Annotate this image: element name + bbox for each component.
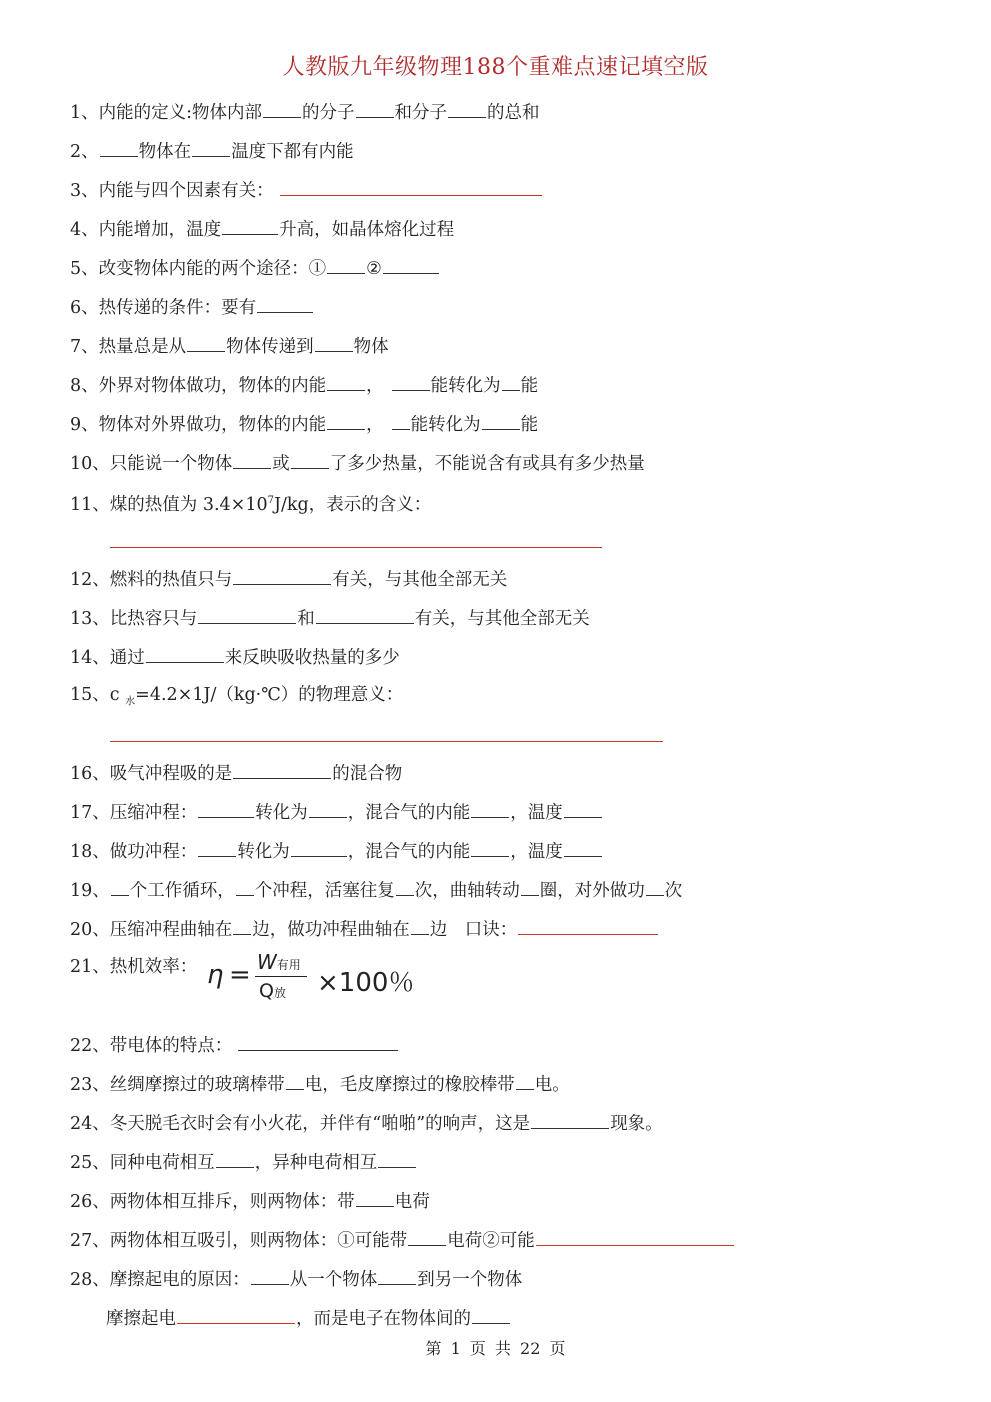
item-text: 或 xyxy=(272,454,290,474)
item-number: 7、 xyxy=(70,337,99,357)
item-text: 边，做功冲程曲轴在 xyxy=(252,920,410,940)
fill-blank[interactable] xyxy=(356,1188,394,1207)
item-text: 两物体相互排斥，则两物体：带 xyxy=(109,1192,355,1212)
item-text: 压缩冲程曲轴在 xyxy=(109,920,233,940)
fill-blank[interactable] xyxy=(257,294,313,313)
item-text: 内能的定义:物体内部 xyxy=(98,103,263,123)
item-28 xyxy=(70,1266,522,1292)
item-text: 电，毛皮摩擦过的橡胶棒带 xyxy=(304,1075,515,1095)
item-13 xyxy=(70,605,590,631)
exponent: 7 xyxy=(267,495,274,506)
item-number: 6、 xyxy=(70,298,99,318)
item-number: 14、 xyxy=(70,648,110,668)
page-footer: 第 1 页 共 22 页 xyxy=(425,1339,566,1358)
item-number: 22、 xyxy=(70,1036,110,1056)
item-number: 11、 xyxy=(70,494,110,515)
item-number: 17、 xyxy=(70,803,110,823)
item-text: 吸气冲程吸的是 xyxy=(109,764,233,784)
item-number: 3、 xyxy=(70,181,99,201)
fraction-bar xyxy=(255,976,307,977)
fill-blank[interactable] xyxy=(233,566,331,585)
item-text: 摩擦起电 xyxy=(106,1309,176,1329)
item-number: 1、 xyxy=(70,103,99,123)
item-2 xyxy=(70,138,354,164)
fill-blank[interactable] xyxy=(187,333,225,352)
item-text: ， xyxy=(366,376,384,396)
item-text: 能转化为 xyxy=(410,415,481,435)
item-text: 热机效率： xyxy=(109,957,198,977)
item-text: 做功冲程： xyxy=(109,842,198,862)
item-text: 物体传递到 xyxy=(226,337,314,357)
item-text: 能 xyxy=(520,376,539,396)
item-text: ，而是电子在物体间的 xyxy=(296,1309,471,1329)
item-number: 20、 xyxy=(70,920,110,940)
fill-blank[interactable] xyxy=(233,760,331,779)
item-text: 和分子 xyxy=(394,103,448,123)
fill-blank[interactable] xyxy=(198,605,296,624)
item-number: 25、 xyxy=(70,1153,110,1173)
item-3 xyxy=(70,177,543,203)
item-text: 电荷②可能 xyxy=(447,1231,535,1251)
item-text: 物体在 xyxy=(138,142,192,162)
fill-blank[interactable] xyxy=(222,216,278,235)
item-text: 比热容只与 xyxy=(109,609,198,629)
fill-blank[interactable] xyxy=(521,877,539,896)
formula-numerator xyxy=(257,950,301,974)
fill-blank[interactable] xyxy=(482,411,520,430)
fill-blank[interactable] xyxy=(280,177,542,196)
item-text: ，混合气的内能 xyxy=(347,803,471,823)
fill-blank[interactable] xyxy=(327,411,365,430)
item-number: 4、 xyxy=(70,220,99,240)
item-number: 23、 xyxy=(70,1075,110,1095)
item-text: 压缩冲程： xyxy=(109,803,198,823)
item-text: ，温度 xyxy=(510,803,563,823)
item-23 xyxy=(70,1071,570,1097)
fill-blank[interactable] xyxy=(531,1110,609,1129)
item-text: 个冲程，活塞往复 xyxy=(254,881,395,901)
item-22 xyxy=(70,1032,399,1058)
fill-blank[interactable] xyxy=(236,877,254,896)
fill-blank[interactable] xyxy=(146,644,224,663)
item-text: 温度下都有内能 xyxy=(231,142,354,162)
item-number: 5、 xyxy=(70,259,99,279)
fill-blank[interactable] xyxy=(198,799,254,818)
item-text: 的总和 xyxy=(487,103,540,123)
item-text: 次，曲轴转动 xyxy=(414,881,520,901)
item-number: 28、 xyxy=(70,1270,110,1290)
item-text: 升高，如晶体熔化过程 xyxy=(279,220,455,240)
fill-blank[interactable] xyxy=(378,1149,416,1168)
item-14 xyxy=(70,644,400,670)
item-number: 10、 xyxy=(70,454,110,474)
item-10 xyxy=(70,450,645,476)
item-text: 到另一个物体 xyxy=(417,1270,523,1290)
item-text: 带电体的特点： xyxy=(109,1036,233,1056)
fill-blank[interactable] xyxy=(251,1266,289,1285)
page-title: 人教版九年级物理188个重难点速记填空版 xyxy=(282,55,709,80)
item-number: 16、 xyxy=(70,764,110,784)
fill-blank[interactable] xyxy=(286,1071,304,1090)
fill-blank[interactable] xyxy=(564,838,602,857)
item-text: ② xyxy=(366,259,382,279)
item-5 xyxy=(70,255,440,281)
item-text: 改变物体内能的两个途径：① xyxy=(98,259,327,279)
item-19 xyxy=(70,877,682,903)
item-18 xyxy=(70,838,603,864)
fill-blank[interactable] xyxy=(378,1266,416,1285)
subscript: 水 xyxy=(125,696,136,708)
item-21 xyxy=(70,955,197,979)
fill-blank[interactable] xyxy=(646,877,664,896)
fill-blank[interactable] xyxy=(192,138,230,157)
fill-blank[interactable] xyxy=(396,877,414,896)
item-text: 同种电荷相互 xyxy=(109,1153,215,1173)
item-text: 转化为 xyxy=(237,842,290,862)
item-text: 冬天脱毛衣时会有小火花，并伴有“啪啪”的响声，这是 xyxy=(109,1114,531,1134)
item-text: 了多少热量，不能说含有或具有多少热量 xyxy=(329,454,645,474)
answer-line[interactable] xyxy=(110,741,663,742)
fill-blank[interactable] xyxy=(111,877,129,896)
item-number: 15、 xyxy=(70,685,110,705)
item-text: 电。 xyxy=(534,1075,570,1095)
fill-blank[interactable] xyxy=(315,333,353,352)
item-text: 的混合物 xyxy=(332,764,403,784)
fill-blank[interactable] xyxy=(411,916,429,935)
item-text: 能转化为 xyxy=(430,376,501,396)
fill-blank[interactable] xyxy=(502,372,520,391)
item-number: 9、 xyxy=(70,415,99,435)
item-28-continued xyxy=(106,1305,511,1331)
eta-symbol: η xyxy=(207,960,224,990)
item-number: 18、 xyxy=(70,842,110,862)
item-text: 只能说一个物体 xyxy=(109,454,233,474)
item-text: 物体 xyxy=(353,337,389,357)
item-text: 转化为 xyxy=(255,803,308,823)
item-text: ，混合气的内能 xyxy=(347,842,471,862)
item-number: 8、 xyxy=(70,376,99,396)
item-text: 电荷 xyxy=(394,1192,430,1212)
fill-blank[interactable] xyxy=(356,99,394,118)
fill-blank[interactable] xyxy=(448,99,486,118)
percent-factor: ×100％ xyxy=(317,968,415,998)
item-1 xyxy=(70,99,540,125)
item-text: 通过 xyxy=(109,648,145,668)
fill-blank[interactable] xyxy=(383,255,439,274)
item-26 xyxy=(70,1188,430,1214)
item-text: 外界对物体做功，物体的内能 xyxy=(98,376,327,396)
efficiency-formula xyxy=(207,950,437,1010)
fill-blank[interactable] xyxy=(291,838,347,857)
item-number: 2、 xyxy=(70,142,99,162)
fill-blank[interactable] xyxy=(516,1071,534,1090)
fill-blank[interactable] xyxy=(471,799,509,818)
item-number: 13、 xyxy=(70,609,110,629)
item-text: 个工作循环， xyxy=(129,881,235,901)
item-number: 24、 xyxy=(70,1114,110,1134)
item-text: 来反映吸收热量的多少 xyxy=(224,648,400,668)
item-number: 27、 xyxy=(70,1231,110,1251)
numerator-var: W xyxy=(257,950,277,974)
item-text: c xyxy=(109,685,126,705)
item-text: 煤的热值为 3.4×10 xyxy=(109,494,268,515)
item-text: =4.2×1J/（kg·℃）的物理意义： xyxy=(135,685,404,705)
item-27 xyxy=(70,1227,735,1253)
fill-blank[interactable] xyxy=(472,1305,510,1324)
item-text: J/kg，表示的含义： xyxy=(273,494,432,515)
item-text: 从一个物体 xyxy=(289,1270,378,1290)
fill-blank[interactable] xyxy=(408,1227,446,1246)
fill-blank[interactable] xyxy=(392,411,410,430)
item-text: 现象。 xyxy=(610,1114,663,1134)
item-text: 热量总是从 xyxy=(98,337,187,357)
item-text: 和 xyxy=(297,609,315,629)
item-24 xyxy=(70,1110,663,1136)
item-text: 有关，与其他全部无关 xyxy=(332,570,508,590)
item-text: 有关，与其他全部无关 xyxy=(414,609,590,629)
item-17 xyxy=(70,799,603,825)
item-text: ， xyxy=(366,415,384,435)
fill-blank[interactable] xyxy=(233,450,271,469)
fill-blank[interactable] xyxy=(177,1305,295,1324)
item-16 xyxy=(70,760,402,786)
denominator-var: Q xyxy=(259,980,274,1002)
item-text: 能 xyxy=(520,415,539,435)
fill-blank[interactable] xyxy=(327,372,365,391)
item-20 xyxy=(70,916,659,942)
item-number: 26、 xyxy=(70,1192,110,1212)
item-number: 21、 xyxy=(70,957,110,977)
fill-blank[interactable] xyxy=(327,255,365,274)
item-text: ，异种电荷相互 xyxy=(254,1153,378,1173)
item-text: 边 口诀： xyxy=(429,920,518,940)
item-9 xyxy=(70,411,538,437)
fill-blank[interactable] xyxy=(564,799,602,818)
fill-blank[interactable] xyxy=(536,1227,734,1246)
item-text: 内能与四个因素有关： xyxy=(98,181,274,201)
item-number: 12、 xyxy=(70,570,110,590)
item-number: 19、 xyxy=(70,881,110,901)
item-text: ，温度 xyxy=(510,842,563,862)
item-6 xyxy=(70,294,314,320)
item-text: 圈，对外做功 xyxy=(539,881,645,901)
fill-blank[interactable] xyxy=(518,916,658,935)
fill-blank[interactable] xyxy=(316,605,414,624)
answer-line[interactable] xyxy=(110,547,602,548)
item-15 xyxy=(70,683,403,715)
item-text: 次 xyxy=(664,881,683,901)
item-4 xyxy=(70,216,454,242)
fill-blank[interactable] xyxy=(198,838,236,857)
item-text: 燃料的热值只与 xyxy=(109,570,233,590)
item-12 xyxy=(70,566,507,592)
fill-blank[interactable] xyxy=(471,838,509,857)
equals-sign: = xyxy=(229,960,251,990)
formula-denominator xyxy=(259,980,286,1002)
fill-blank[interactable] xyxy=(291,450,329,469)
item-7 xyxy=(70,333,389,359)
item-text: 热传递的条件：要有 xyxy=(98,298,257,318)
item-text: 内能增加，温度 xyxy=(98,220,222,240)
item-text: 两物体相互吸引，则两物体：①可能带 xyxy=(109,1231,408,1251)
fill-blank[interactable] xyxy=(233,916,251,935)
item-25 xyxy=(70,1149,417,1175)
fill-blank[interactable] xyxy=(238,1032,398,1051)
fill-blank[interactable] xyxy=(309,799,347,818)
item-text: 摩擦起电的原因： xyxy=(109,1270,250,1290)
fill-blank[interactable] xyxy=(392,372,430,391)
fill-blank[interactable] xyxy=(216,1149,254,1168)
item-11 xyxy=(70,489,431,517)
item-text: 的分子 xyxy=(302,103,355,123)
item-text: 物体对外界做功，物体的内能 xyxy=(98,415,327,435)
numerator-sub: 有用 xyxy=(276,958,301,972)
fill-blank[interactable] xyxy=(100,138,138,157)
denominator-sub: 放 xyxy=(273,986,286,1000)
item-8 xyxy=(70,372,538,398)
fill-blank[interactable] xyxy=(263,99,301,118)
item-text: 丝绸摩擦过的玻璃棒带 xyxy=(109,1075,285,1095)
